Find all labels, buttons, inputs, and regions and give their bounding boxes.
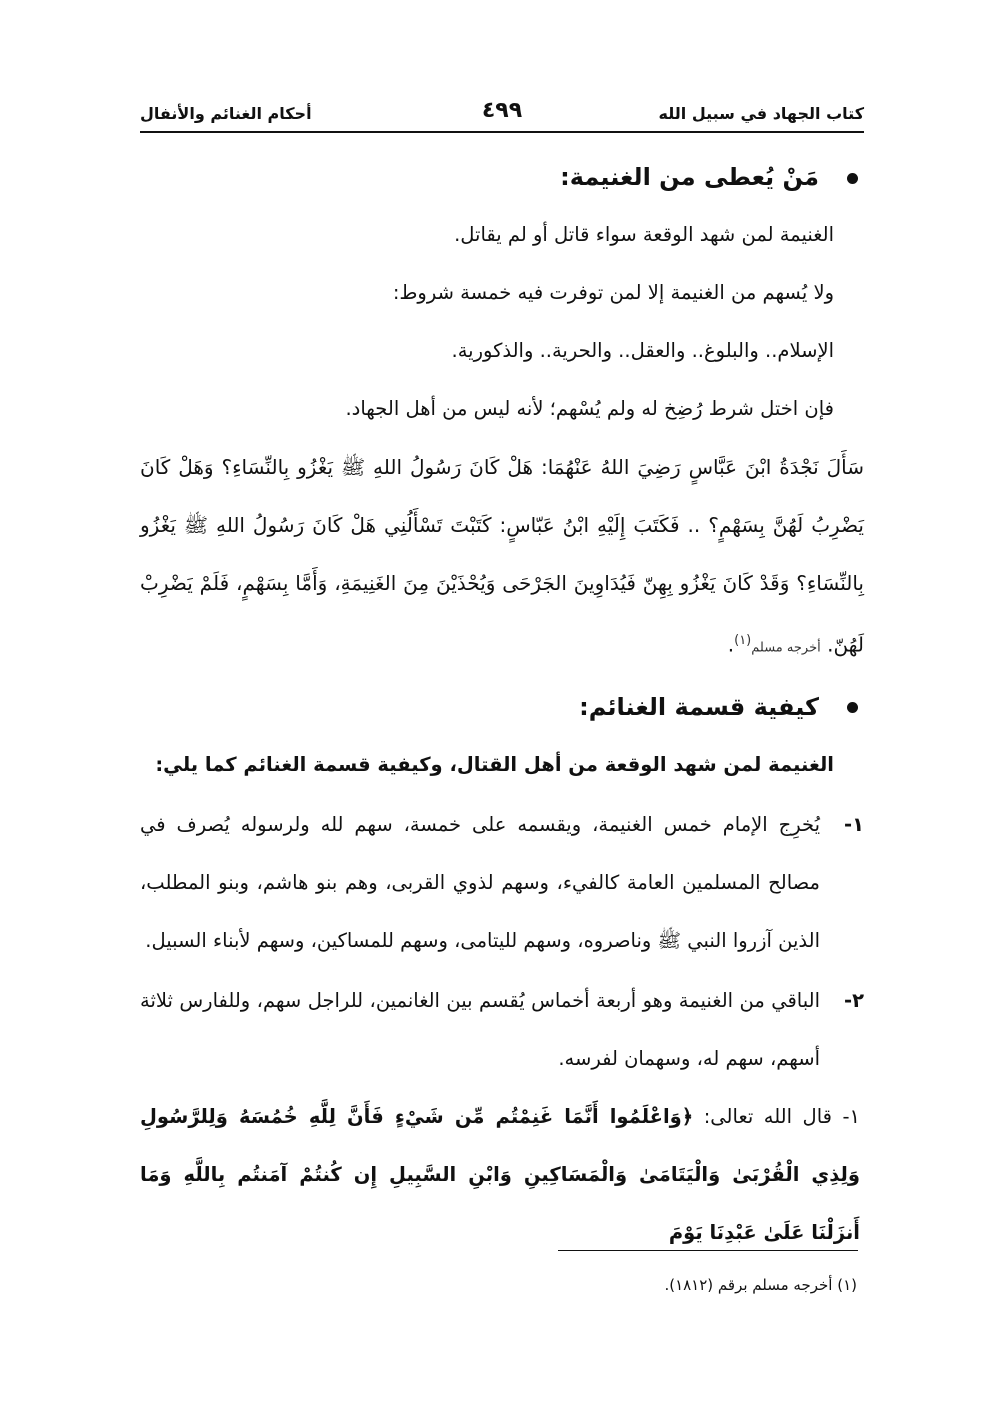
list-item-text: يُخرِج الإمام خمس الغنيمة، ويقسمه على خمسة، سهم لله ولرسوله يُصرف في مصالح المسلمين العامة كالفيء، وسهم لذوي القربى، وهم بنو هاشم، وبنو المطلب، الذين آزروا النبي ﷺ وناصروه، وسهم لليتامى، وسهم للمساكين، وسهم لأبناء السبيل. [140,812,820,952]
paragraph: الغنيمة لمن شهد الوقعة سواء قاتل أو لم يقاتل. [454,223,834,246]
chapter-title: أحكام الغنائم والأنفال [140,104,312,123]
hadith-body: سَأَلَ نَجْدَةُ ابْنَ عَبَّاسٍ رَضِيَ اللهُ عَنْهُمَا: هَلْ كَانَ رَسُولُ اللهِ ﷺ يَغْزُو بِالنِّسَاءِ؟ وَهَلْ كَانَ يَضْرِبُ لَهُنَّ بِسَهْمٍ؟ .. فَكَتَبَ إِلَيْهِ ابْنُ عَبّاسٍ: كَتَبْتَ تَسْأَلُنِي هَلْ كَانَ رَسُولُ اللهِ ﷺ يَغْزُو بِالنِّسَاءِ؟ وَقَدْ كَانَ يَغْزُو بِهِنّ فَيُدَاوِينَ الجَرْحَى وَيُحْذَيْنَ مِنَ الغَنِيمَةِ، وَأَمَّا بِسَهْمٍ، فَلَمْ يَضْرِبْ لَهُنّ. [140,455,864,657]
header-divider [140,131,864,133]
list-item [140,972,864,1088]
footnote-divider [558,1250,858,1251]
quran-prefix: ١- قال الله تعالى: [703,1104,860,1128]
quran-citation [140,1088,864,1262]
running-header [140,96,864,130]
page-body [140,148,864,1262]
heading-text: مَنْ يُعطى من الغنيمة: [560,163,819,191]
list-item [140,796,864,970]
list-number: ٢- [844,988,864,1012]
heading-text: كيفية قسمة الغنائم: [579,692,819,721]
hadith-text: سَأَلَ نَجْدَةُ ابْنَ عَبَّاسٍ رَضِيَ اللهُ عَنْهُمَا: هَلْ كَانَ رَسُولُ اللهِ ﷺ يَغْزُو بِالنِّسَاءِ؟ وَهَلْ كَانَ يَضْرِبُ لَهُنَّ بِسَهْمٍ؟ .. فَكَتَبَ إِلَيْهِ ابْنُ عَبّاسٍ: كَتَبْتَ تَسْأَلُنِي هَلْ كَانَ رَسُولُ اللهِ ﷺ يَغْزُو بِالنِّسَاءِ؟ وَقَدْ كَانَ يَغْزُو بِهِنّ فَيُدَاوِينَ الجَرْحَى وَيُحْذَيْنَ مِنَ الغَنِيمَةِ، وَأَمَّا بِسَهْمٍ، فَلَمْ يَضْرِبْ لَهُنّ. أخرجه مسلم$^{(١)}$. [140,455,864,657]
page-number: ٤٩٩ [481,98,523,123]
paragraph: فإن اختل شرط رُضِخ له ولم يُسْهم؛ لأنه ليس من أهل الجهاد. [345,397,834,420]
paragraph: ولا يُسهم من الغنيمة إلا لمن توفرت فيه خمسة شروط: [392,281,834,304]
paragraph: الإسلام.. والبلوغ.. والعقل.. والحرية.. والذكورية. [451,339,834,362]
footnote-marker: (١) [734,633,752,648]
hadith-source: أخرجه مسلم [751,640,821,656]
footnote: (١) أخرجه مسلم برقم (١٨١٢). [664,1276,857,1294]
bullet-icon [847,173,858,184]
list-number: ١- [844,812,864,836]
section-heading-who-receives [140,148,864,206]
paragraph-intro: الغنيمة لمن شهد الوقعة من أهل القتال، وكيفية قسمة الغنائم كما يلي: [155,752,834,776]
quran-verse: ﴿وَاعْلَمُوا أَنَّمَا غَنِمْتُم مِّن شَيْءٍ فَأَنَّ لِلَّهِ خُمُسَهُ وَلِلرَّسُولِ وَلِذِي الْقُرْبَىٰ وَالْيَتَامَىٰ وَالْمَسَاكِينِ وَابْنِ السَّبِيلِ إِن كُنتُمْ آمَنتُم بِاللَّهِ وَمَا أَنزَلْنَا عَلَىٰ عَبْدِنَا يَوْمَ [140,1104,860,1244]
list-item-text: الباقي من الغنيمة وهو أربعة أخماس يُقسم بين الغانمين، للراجل سهم، وللفارس ثلاثة أسهم، سهم له، وسهمان لفرسه. [140,988,820,1070]
section-heading-distribution [140,678,864,736]
bullet-icon [847,702,858,713]
book-title: كتاب الجهاد في سبيل الله [658,104,864,123]
